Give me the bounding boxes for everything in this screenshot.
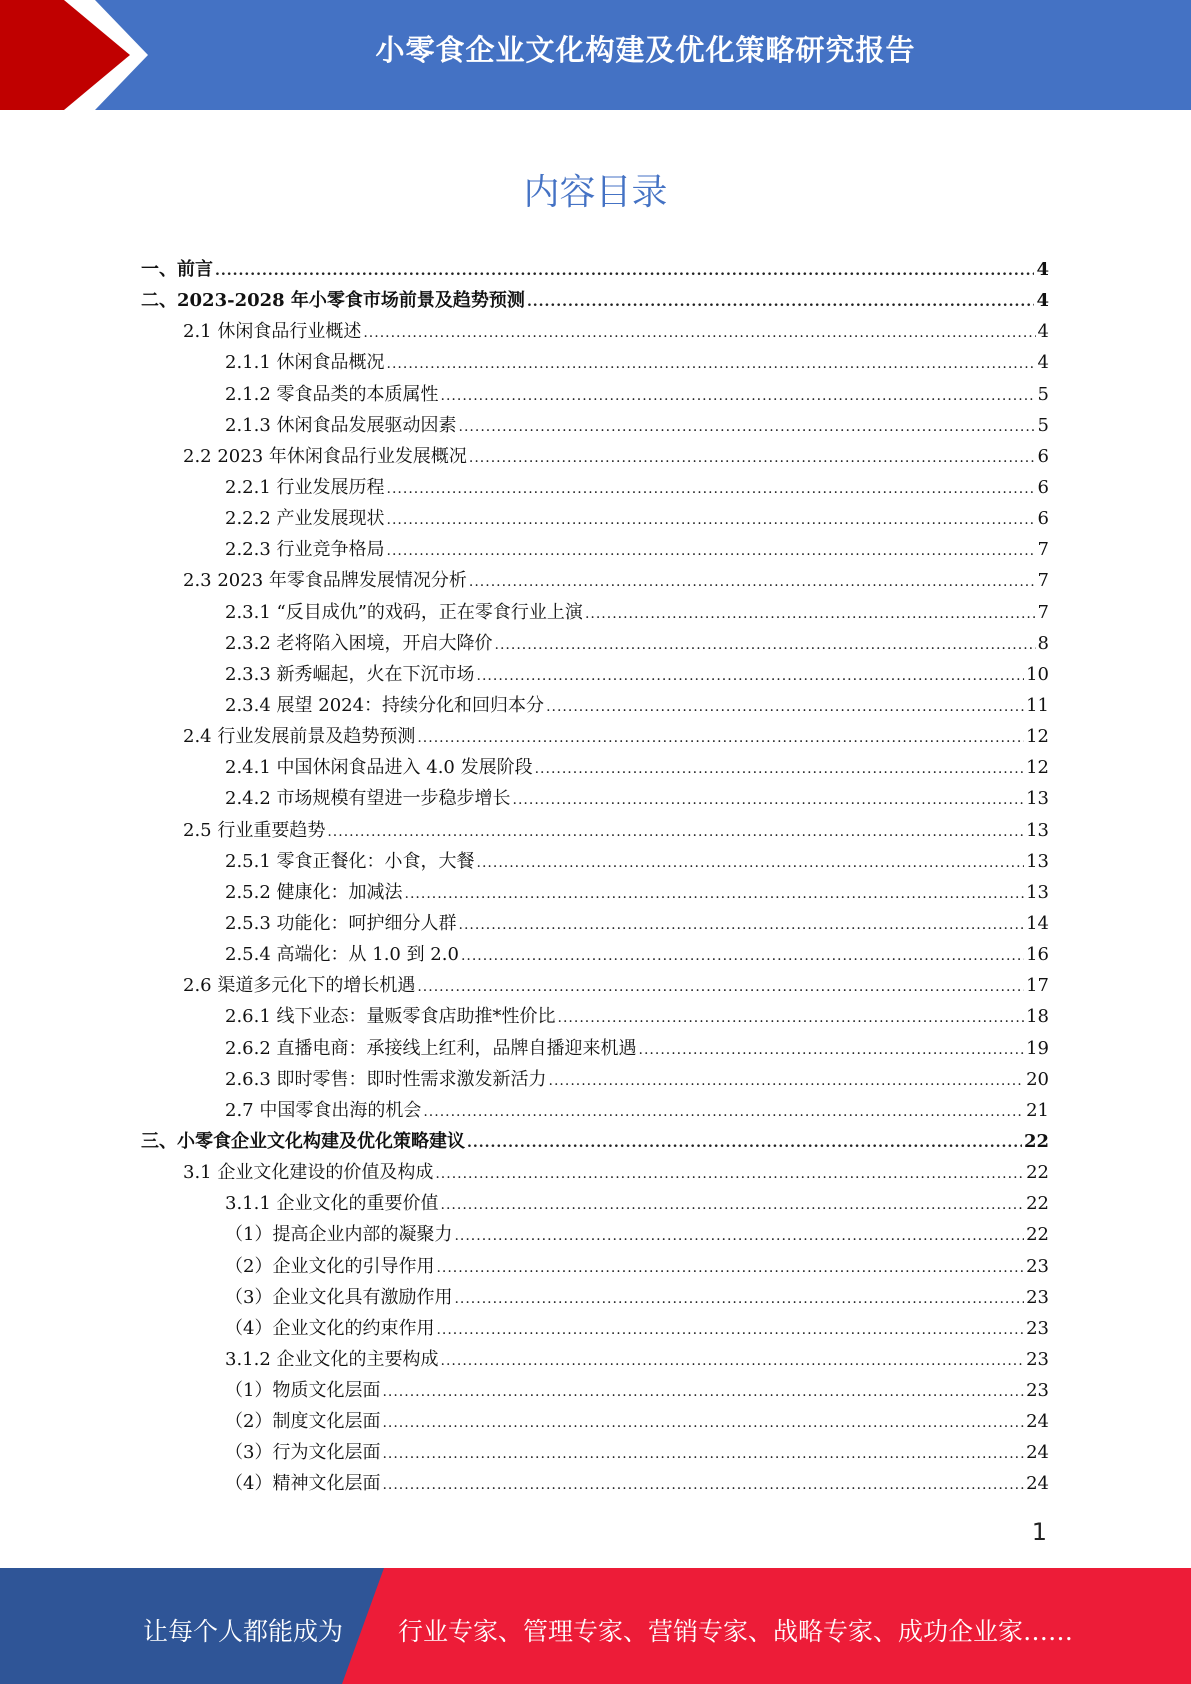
- toc-entry[interactable]: [141, 659, 1049, 690]
- toc-dot-leader: [558, 1003, 1025, 1034]
- toc-entry-label: 2.4 行业发展前景及趋势预测: [183, 726, 416, 748]
- toc-entry[interactable]: [141, 970, 1049, 1001]
- toc-entry-page: 24: [1026, 1473, 1049, 1495]
- toc-dot-leader: [363, 318, 1035, 349]
- toc-entry-label: 2.1.3 休闲食品发展驱动因素: [225, 414, 457, 436]
- toc-entry-label: 3.1 企业文化建设的价值及构成: [183, 1162, 434, 1184]
- toc-dot-leader: [405, 879, 1025, 910]
- toc-entry-page: 6: [1037, 445, 1049, 467]
- toc-entry-page: 4: [1037, 352, 1049, 374]
- toc-dot-leader: [461, 941, 1024, 972]
- toc-entry-page: 12: [1026, 726, 1049, 748]
- toc-dot-leader: [469, 567, 1036, 598]
- toc-entry-page: 8: [1037, 632, 1049, 654]
- toc-entry[interactable]: [141, 565, 1049, 596]
- toc-entry-page: 23: [1026, 1286, 1049, 1308]
- toc-dot-leader: [639, 1035, 1025, 1066]
- toc-entry-page: 19: [1026, 1037, 1049, 1059]
- toc-dot-leader: [382, 1408, 1024, 1439]
- toc-entry-page: 23: [1026, 1380, 1049, 1402]
- toc-entry[interactable]: [141, 1437, 1049, 1468]
- toc-dot-leader: [513, 785, 1025, 816]
- toc-entry[interactable]: [141, 1126, 1049, 1157]
- toc-entry-label: 2.5.4 高端化：从 1.0 到 2.0: [225, 944, 459, 966]
- toc-entry-label: 2.3.2 老将陷入困境，开启大降价: [225, 632, 493, 654]
- toc-entry-page: 4: [1036, 259, 1049, 280]
- toc-entry-page: 24: [1026, 1442, 1049, 1464]
- toc-entry-label: 2.2.3 行业竞争格局: [225, 539, 385, 561]
- toc-dot-leader: [387, 474, 1036, 505]
- toc-entry-page: 22: [1026, 1162, 1049, 1184]
- toc-entry[interactable]: [141, 1344, 1049, 1375]
- toc-dot-leader: [441, 1346, 1025, 1377]
- toc-entry[interactable]: [141, 1251, 1049, 1282]
- page-footer: [0, 1568, 1191, 1684]
- toc-entry-label: （2）制度文化层面: [225, 1411, 381, 1433]
- toc-entry[interactable]: [141, 597, 1049, 628]
- toc-dot-leader: [467, 1128, 1022, 1159]
- toc-entry[interactable]: [141, 472, 1049, 503]
- report-title: 小零食企业文化构建及优化策略研究报告: [375, 33, 916, 67]
- toc-entry-label: 2.3.3 新秀崛起，火在下沉市场: [225, 663, 475, 685]
- toc-entry[interactable]: [141, 877, 1049, 908]
- toc-dot-leader: [477, 661, 1025, 692]
- toc-entry[interactable]: [141, 1064, 1049, 1095]
- toc-entry-page: 7: [1037, 570, 1049, 592]
- toc-entry-label: 2.6.3 即时零售：即时性需求激发新活力: [225, 1068, 547, 1090]
- toc-entry[interactable]: [141, 752, 1049, 783]
- page-header: [0, 0, 1191, 110]
- toc-entry-page: 4: [1036, 290, 1049, 312]
- toc-entry[interactable]: [141, 1468, 1049, 1499]
- toc-dot-leader: [387, 536, 1036, 567]
- table-of-contents: [141, 254, 1049, 1500]
- toc-dot-leader: [454, 1284, 1024, 1315]
- toc-entry[interactable]: [141, 410, 1049, 441]
- toc-entry-label: 2.3 2023 年零食品牌发展情况分析: [183, 570, 467, 592]
- toc-entry[interactable]: [141, 815, 1049, 846]
- toc-entry[interactable]: [141, 1001, 1049, 1032]
- toc-dot-leader: [527, 287, 1035, 318]
- toc-dot-leader: [423, 1097, 1024, 1128]
- toc-dot-leader: [327, 817, 1024, 848]
- toc-entry-label: 2.2.1 行业发展历程: [225, 476, 385, 498]
- toc-entry-label: 2.1 休闲食品行业概述: [183, 321, 362, 343]
- toc-entry-label: （3）行为文化层面: [225, 1442, 381, 1464]
- toc-entry-page: 16: [1026, 944, 1049, 966]
- toc-dot-leader: [495, 630, 1036, 661]
- toc-entry-page: 5: [1037, 383, 1049, 405]
- toc-entry[interactable]: [141, 721, 1049, 752]
- toc-dot-leader: [387, 505, 1036, 536]
- toc-dot-leader: [417, 972, 1024, 1003]
- page-number: 1: [1031, 1518, 1047, 1546]
- toc-entry-page: 6: [1037, 476, 1049, 498]
- toc-heading: 内容目录: [523, 172, 668, 213]
- toc-dot-leader: [382, 1377, 1024, 1408]
- toc-dot-leader: [417, 723, 1024, 754]
- toc-entry-label: 3.1.2 企业文化的主要构成: [225, 1348, 439, 1370]
- toc-entry[interactable]: [141, 1313, 1049, 1344]
- toc-entry-label: 三、小零食企业文化构建及优化策略建议: [141, 1130, 465, 1152]
- toc-entry[interactable]: [141, 254, 1049, 285]
- toc-entry[interactable]: [141, 503, 1049, 534]
- toc-dot-leader: [469, 443, 1036, 474]
- toc-dot-leader: [441, 381, 1036, 412]
- toc-entry-label: 2.4.2 市场规模有望进一步稳步增长: [225, 788, 511, 810]
- toc-entry-page: 6: [1037, 508, 1049, 530]
- toc-entry[interactable]: [141, 846, 1049, 877]
- toc-entry-page: 10: [1026, 663, 1049, 685]
- toc-entry-page: 13: [1026, 881, 1049, 903]
- toc-dot-leader: [215, 256, 1034, 287]
- toc-entry[interactable]: [141, 1157, 1049, 1188]
- footer-slogan-left: 让每个人都能成为: [143, 1617, 344, 1646]
- toc-entry-label: （1）物质文化层面: [225, 1380, 381, 1402]
- toc-entry[interactable]: [141, 1375, 1049, 1406]
- toc-entry-label: 2.5.3 功能化：呵护细分人群: [225, 912, 457, 934]
- toc-entry-page: 12: [1026, 757, 1049, 779]
- toc-entry-page: 21: [1026, 1099, 1049, 1121]
- toc-dot-leader: [436, 1253, 1024, 1284]
- toc-entry-page: 22: [1023, 1130, 1049, 1152]
- toc-entry-page: 24: [1026, 1411, 1049, 1433]
- toc-entry-label: 2.6.1 线下业态：量贩零食店助推*性价比: [225, 1006, 556, 1028]
- toc-entry-page: 13: [1026, 788, 1049, 810]
- toc-entry-page: 23: [1026, 1255, 1049, 1277]
- toc-entry-label: （1）提高企业内部的凝聚力: [225, 1224, 453, 1246]
- toc-entry-page: 7: [1037, 539, 1049, 561]
- toc-entry[interactable]: [141, 908, 1049, 939]
- toc-entry-page: 5: [1037, 414, 1049, 436]
- toc-entry-label: 2.6.2 直播电商：承接线上红利，品牌自播迎来机遇: [225, 1037, 637, 1059]
- toc-entry-page: 18: [1026, 1006, 1049, 1028]
- toc-dot-leader: [535, 754, 1025, 785]
- toc-entry-label: 2.5.1 零食正餐化：小食，大餐: [225, 850, 475, 872]
- toc-entry-label: 2.1.2 零食品类的本质属性: [225, 383, 439, 405]
- toc-dot-leader: [546, 692, 1024, 723]
- toc-entry-label: （4）企业文化的约束作用: [225, 1317, 435, 1339]
- toc-entry-page: 14: [1026, 912, 1049, 934]
- toc-entry-label: 二、2023-2028 年小零食市场前景及趋势预测: [141, 290, 525, 312]
- toc-dot-leader: [441, 1190, 1025, 1221]
- toc-entry[interactable]: [141, 939, 1049, 970]
- toc-entry[interactable]: [141, 690, 1049, 721]
- toc-entry[interactable]: [141, 347, 1049, 378]
- toc-dot-leader: [387, 349, 1036, 380]
- toc-entry-label: 2.4.1 中国休闲食品进入 4.0 发展阶段: [225, 757, 533, 779]
- toc-dot-leader: [435, 1159, 1024, 1190]
- toc-entry-label: 2.1.1 休闲食品概况: [225, 352, 385, 374]
- toc-entry-page: 7: [1037, 601, 1049, 623]
- toc-entry-page: 23: [1026, 1317, 1049, 1339]
- toc-dot-leader: [477, 848, 1025, 879]
- toc-entry[interactable]: [141, 441, 1049, 472]
- footer-slogan-right: 行业专家、管理专家、营销专家、战略专家、成功企业家……: [398, 1617, 1074, 1646]
- toc-entry-label: 2.2 2023 年休闲食品行业发展概况: [183, 445, 467, 467]
- toc-entry-label: 2.3.1 “反目成仇”的戏码，正在零食行业上演: [225, 601, 583, 623]
- toc-dot-leader: [382, 1439, 1024, 1470]
- toc-entry[interactable]: [141, 534, 1049, 565]
- toc-entry[interactable]: [141, 1282, 1049, 1313]
- toc-entry-label: 2.6 渠道多元化下的增长机遇: [183, 975, 416, 997]
- toc-entry-label: 2.2.2 产业发展现状: [225, 508, 385, 530]
- toc-entry-label: （4）精神文化层面: [225, 1473, 381, 1495]
- toc-entry-page: 20: [1026, 1068, 1049, 1090]
- toc-entry[interactable]: [141, 1095, 1049, 1126]
- toc-dot-leader: [585, 599, 1036, 630]
- toc-dot-leader: [436, 1315, 1024, 1346]
- toc-dot-leader: [459, 412, 1036, 443]
- toc-entry[interactable]: [141, 628, 1049, 659]
- toc-entry-label: 2.5 行业重要趋势: [183, 819, 326, 841]
- toc-dot-leader: [549, 1066, 1025, 1097]
- toc-entry-label: 2.7 中国零食出海的机会: [225, 1099, 422, 1121]
- toc-entry-page: 11: [1026, 694, 1049, 716]
- toc-dot-leader: [459, 910, 1025, 941]
- toc-entry[interactable]: [141, 316, 1049, 347]
- toc-entry-page: 17: [1026, 975, 1049, 997]
- toc-entry-label: （2）企业文化的引导作用: [225, 1255, 435, 1277]
- toc-entry-label: 2.3.4 展望 2024：持续分化和回归本分: [225, 694, 545, 716]
- toc-entry-label: 2.5.2 健康化：加减法: [225, 881, 403, 903]
- toc-dot-leader: [382, 1470, 1024, 1501]
- toc-entry[interactable]: [141, 1033, 1049, 1064]
- toc-entry-label: （3）企业文化具有激励作用: [225, 1286, 453, 1308]
- toc-entry-page: 22: [1026, 1193, 1049, 1215]
- toc-entry[interactable]: [141, 379, 1049, 410]
- toc-entry-page: 13: [1026, 819, 1049, 841]
- toc-entry[interactable]: [141, 1219, 1049, 1250]
- toc-dot-leader: [454, 1221, 1024, 1252]
- toc-entry-page: 13: [1026, 850, 1049, 872]
- toc-entry-label: 3.1.1 企业文化的重要价值: [225, 1193, 439, 1215]
- toc-entry-page: 22: [1026, 1224, 1049, 1246]
- toc-entry[interactable]: [141, 1188, 1049, 1219]
- toc-entry[interactable]: [141, 783, 1049, 814]
- toc-entry-label: 一、前言: [141, 259, 213, 280]
- toc-entry[interactable]: [141, 285, 1049, 316]
- toc-entry[interactable]: [141, 1406, 1049, 1437]
- toc-entry-page: 23: [1026, 1348, 1049, 1370]
- toc-entry-page: 4: [1037, 321, 1049, 343]
